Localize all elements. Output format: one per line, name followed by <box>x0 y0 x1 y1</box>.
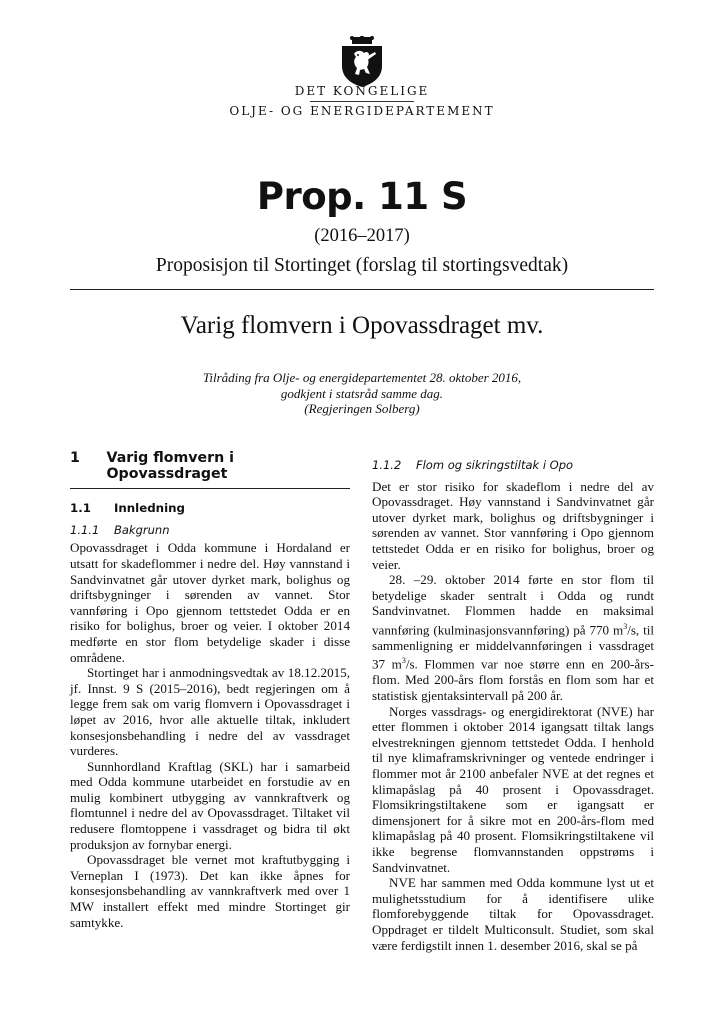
subsubsection-number: 1.1.2 <box>372 458 402 472</box>
proposition-number: Prop. 11 S <box>256 175 468 218</box>
superscript: 3 <box>623 621 628 631</box>
approval-line-3: (Regjeringen Solberg) <box>304 401 420 416</box>
header-divider <box>70 289 654 290</box>
section-title: Varig flomvern i Opovassdraget <box>106 450 235 482</box>
right-column <box>372 458 654 953</box>
subsubsection-heading <box>372 458 654 474</box>
paragraph: Sunnhordland Kraftlag (SKL) har i samarbeid med Odda kommune utarbeidet en forstudie av en mulig kombinert utbygging av vannkraftverk og flomtunnel i nedre del av Opovassdraget. Tiltaket vil redusere flomtoppene i vassdraget og bidra til økt produksjon av fornybar energi. <box>70 758 350 852</box>
ministry-name-line1: DET KONGELIGE <box>294 84 430 98</box>
subsection-number: 1.1 <box>70 501 91 516</box>
superscript: 3 <box>401 656 406 666</box>
subsection-heading <box>70 501 350 517</box>
paragraph: Norges vassdrags- og energidirektorat (NVE) har etter flommen i oktober 2014 igangsatt tiltak langs elvestrekningen gjennom tettstedet Odda. I henhold til nye klimaframskrivninger og ventede endringer i flommer mot år 2100 anbefaler NVE at det regnes et klimapåslag på 40 prosent i Opovassdraget. Flomsikringstiltakene som er igangsatt er dimensjonert for å sikre mot en 200-års-flom med klimapåslag på 40 prosent. Flomsikringstiltakene vil ikke begrense flomvannstanden oppstrøms i Sandvinvatnet. <box>372 703 654 875</box>
paragraph: NVE har sammen med Odda kommune lyst ut et mulighetsstudium for å identifisere ulike flomforebyggende tiltak for Opovassdraget. Oppdraget er tildelt Multiconsult. Studiet, som skal være ferdigstilt innen 1. desember 2016, skal se på <box>372 875 654 953</box>
session-years: (2016–2017) <box>314 226 410 246</box>
approval-line-2: godkjent i statsråd samme dag. <box>280 385 444 401</box>
norwegian-coat-of-arms-icon <box>338 36 386 88</box>
section-number: 1 <box>70 450 80 466</box>
paragraph-text: /s. Flommen var noe større enn en 200-års-flom. Med 200-års flom forstås en flom som har et statistisk gjentaksintervall på 200 år. <box>372 656 654 704</box>
left-column <box>70 451 350 930</box>
subsubsection-heading <box>70 523 350 539</box>
ministry-name-line2: OLJE- OG ENERGIDEPARTEMENT <box>229 104 495 118</box>
subsubsection-number: 1.1.1 <box>70 522 100 537</box>
paragraph: Det er stor risiko for skadeflom i nedre del av Opovassdraget. Høy vannstand i Sandvinvatnet går utover dyrket mark, bolighus og driftsbygninger i sørenden av vannet. Stor vannføring i Opo gjennom tettstedet Odda er en risiko for bolighus, broer og veier. <box>372 478 654 572</box>
subsubsection-title: Flom og sikringstiltak i Opo <box>416 458 574 472</box>
approval-note <box>0 370 724 417</box>
section-heading-1 <box>70 451 350 489</box>
paragraph-text: 28. –29. oktober 2014 førte en stor flom til betydelige skader sentralt i Odda og rundt Sandvinvatnet. Flommen hadde en maksimal vannføring (kulminasjonsvannføring) på 770 m <box>372 572 654 638</box>
ministry-divider <box>310 101 414 102</box>
proposition-subtitle: Proposisjon til Stortinget (forslag til stortingsvedtak) <box>155 255 569 276</box>
subsection-title: Innledning <box>114 501 185 516</box>
approval-line-1: Tilråding fra Olje- og energidepartementet 28. oktober 2016, <box>202 370 522 385</box>
subsubsection-title: Bakgrunn <box>114 522 170 537</box>
paragraph-text: /s, til sammenligning er middelvannføringen i vassdraget 37 m <box>372 622 654 672</box>
paragraph: Opovassdraget ble vernet mot kraftutbygging i Verneplan I (1973). Det kan ikke åpnes for konsesjonsbehandling av vannkraftverk med over 1 MW installert effekt med mindre Stortinget gir samtykke. <box>70 852 350 930</box>
paragraph <box>372 572 654 703</box>
paragraph: Opovassdraget i Odda kommune i Hordaland er utsatt for skadeflommer i nedre del. Høy vannstand i Sandvinvatnet går utover dyrket mark, bolighus og driftsbygninger i sørenden av vannet. Stor vannføring i Opo gjennom tettstedet Odda er en risiko for bolighus, broer og veier. I oktober 2014 medførte en stor flom betydelige skader i disse områdene. <box>70 540 350 665</box>
paragraph: Stortinget har i anmodningsvedtak av 18.12.2015, jf. Innst. 9 S (2015–2016), bedt regjeringen om å legge frem sak om varig flomvern i Opovassdraget i løpet av 2016, hvor alle aktuelle tiltak, inkludert konsesjonsbehandling i nedre del av vassdraget vurderes. <box>70 665 350 759</box>
document-title: Varig flomvern i Opovassdraget mv. <box>180 312 544 339</box>
